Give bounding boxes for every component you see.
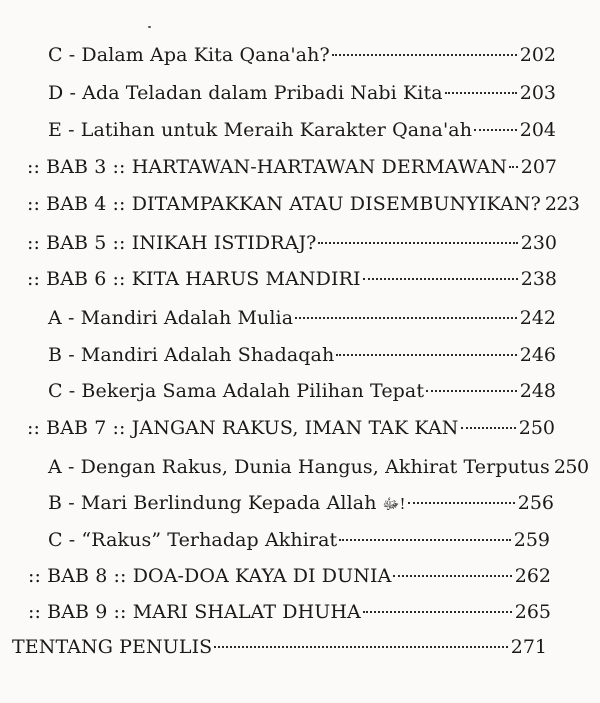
dot-leader (318, 242, 517, 244)
toc-entry-page: 230 (520, 232, 557, 254)
toc-entry-page: 250 (553, 456, 589, 478)
toc-entry-a-dengan-rakus (48, 455, 589, 479)
toc-entry-page: 262 (514, 565, 551, 587)
toc-entry-c-qanaah (48, 43, 556, 67)
dot-leader (363, 611, 512, 613)
toc-entry-bab-9 (28, 600, 551, 624)
toc-entry-page: 256 (517, 492, 554, 514)
toc-entry-page: 248 (519, 380, 556, 402)
toc-entry-page: 223 (544, 193, 580, 215)
dot-leader (339, 539, 510, 541)
dot-leader (363, 278, 518, 280)
toc-entry-bab-5 (27, 231, 557, 255)
toc-entry-title: C - Bekerja Sama Adalah Pilihan Tepat (48, 380, 425, 402)
toc-entry-title: A - Dengan Rakus, Dunia Hangus, Akhirat Terputus (48, 456, 550, 478)
dot-leader (461, 427, 516, 429)
dot-leader (214, 646, 507, 648)
toc-entry-page: 202 (519, 44, 556, 66)
toc-entry-bab-8 (28, 564, 551, 588)
toc-entry-c-bekerja-sama (48, 379, 556, 403)
toc-entry-title: :: BAB 9 :: MARI SHALAT DHUHA (28, 601, 361, 623)
toc-entry-b-mandiri-shadaqah (48, 343, 556, 367)
toc-entry-page: 203 (519, 82, 556, 104)
dot-leader (408, 502, 515, 504)
toc-entry-title: :: BAB 3 :: HARTAWAN-HARTAWAN DERMAWAN (27, 156, 508, 178)
toc-entry-title: :: BAB 5 :: INIKAH ISTIDRAJ? (27, 232, 317, 254)
toc-entry-title: :: BAB 6 :: KITA HARUS MANDIRI (27, 268, 361, 290)
toc-entry-title: E - Latihan untuk Meraih Karakter Qana'ah (48, 119, 473, 141)
dot-leader (393, 575, 511, 577)
toc-entry-title: :: BAB 8 :: DOA-DOA KAYA DI DUNIA (28, 565, 392, 587)
dot-leader (336, 354, 516, 356)
toc-entry-tentang-penulis (12, 635, 547, 659)
toc-entry-a-mandiri-mulia (48, 306, 556, 330)
dot-leader (332, 54, 517, 56)
toc-entry-title: A - Mandiri Adalah Mulia (48, 307, 294, 329)
toc-entry-title: :: BAB 4 :: DITAMPAKKAN ATAU DISEMBUNYIKAN? (27, 193, 541, 215)
toc-entry-bab-6 (27, 267, 557, 291)
toc-entry-page: 242 (519, 307, 556, 329)
toc-entry-c-rakus-akhirat (48, 528, 550, 552)
dot-leader (445, 92, 517, 94)
toc-entry-title: B - Mari Berlindung Kepada Allah (48, 492, 377, 514)
dot-leader (474, 129, 517, 131)
dot-leader (295, 317, 517, 319)
toc-entry-bab-7 (27, 416, 555, 440)
toc-entry-page: 246 (519, 344, 556, 366)
toc-entry-bab-3 (27, 155, 557, 179)
toc-entry-b-berlindung (48, 491, 554, 516)
toc-entry-page: 207 (520, 156, 557, 178)
toc-entry-title: B - Mandiri Adalah Shadaqah (48, 344, 335, 366)
dot-leader (509, 166, 518, 168)
print-speck (148, 26, 151, 28)
allah-glyph: ﷻ! (382, 495, 406, 513)
toc-entry-title: D - Ada Teladan dalam Pribadi Nabi Kita (48, 82, 443, 104)
toc-entry-page: 265 (514, 601, 551, 623)
toc-entry-d-teladan (48, 81, 556, 105)
toc-entry-e-latihan (48, 118, 556, 142)
toc-entry-page: 271 (510, 636, 547, 658)
toc-entry-title: TENTANG PENULIS (12, 636, 213, 658)
toc-entry-title: C - Dalam Apa Kita Qana'ah? (48, 44, 330, 66)
toc-entry-page: 238 (520, 268, 557, 290)
toc-entry-page: 259 (513, 529, 550, 551)
toc-entry-page: 250 (518, 417, 555, 439)
toc-entry-page: 204 (519, 119, 556, 141)
toc-entry-title: C - “Rakus” Terhadap Akhirat (48, 529, 338, 551)
toc-entry-bab-4 (27, 192, 580, 216)
toc-entry-title: :: BAB 7 :: JANGAN RAKUS, IMAN TAK KAN (27, 417, 459, 439)
dot-leader (426, 390, 517, 392)
